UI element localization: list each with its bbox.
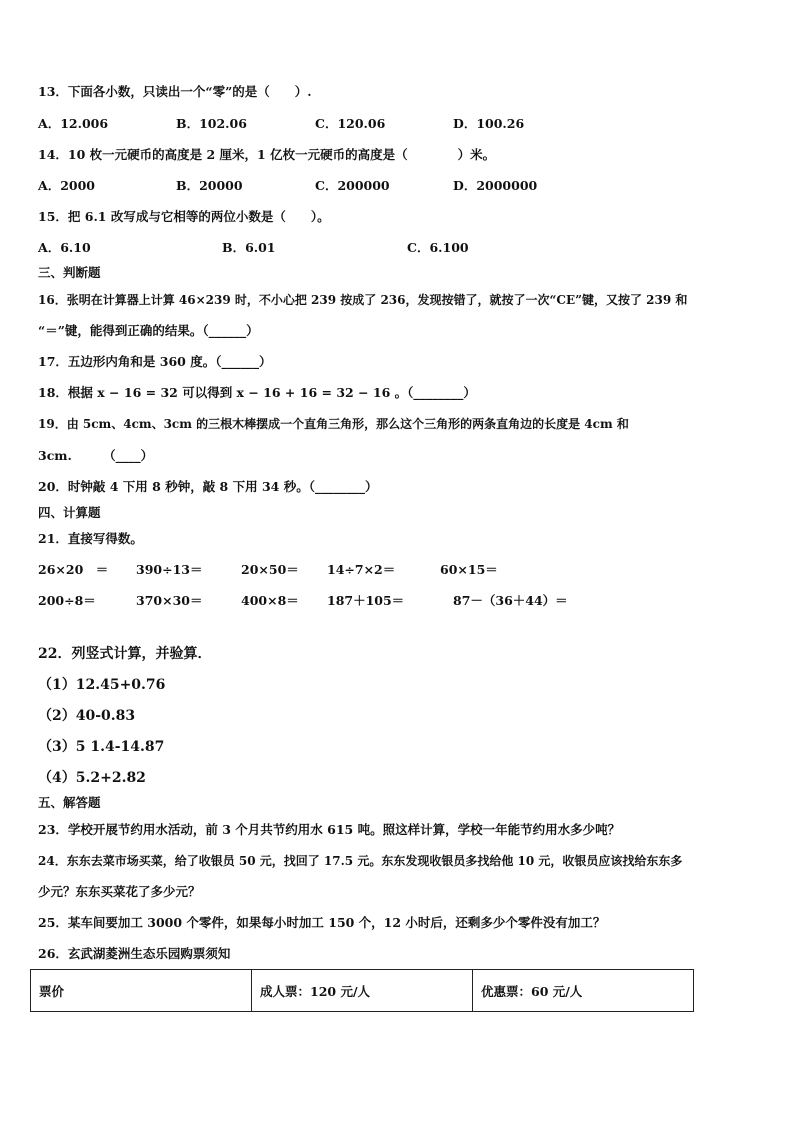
section-heading-judgement: 三、判断题 — [38, 265, 101, 280]
ticket-price-table — [30, 969, 694, 1012]
q14-option-a: A．2000 — [38, 178, 95, 193]
q23: 23．学校开展节约用水活动，前 3 个月共节约用水 615 吨。照这样计算，学校一年能节约用水多少吨？ — [38, 822, 621, 837]
q17: 17．五边形内角和是 360 度。（______） — [38, 354, 272, 369]
q22-item-4: （4）5.2+2.82 — [38, 770, 146, 786]
q25: 25．某车间要加工 3000 个零件，如果每小时加工 150 个，12 小时后，还剩多少个零件没有加工？ — [38, 915, 606, 930]
table-cell-price-label: 票价 — [31, 970, 252, 1012]
q21-r1-c1: 26×20 ＝ — [38, 562, 109, 577]
q13-stem: 13．下面各小数，只读出一个“零”的是（ ）. — [38, 84, 312, 99]
q15-option-a: A．6.10 — [38, 240, 91, 255]
q22-stem: 22．列竖式计算，并验算． — [38, 646, 212, 662]
q16-line2: “＝”键，能得到正确的结果。（______） — [38, 323, 259, 338]
q21-r1-c3: 20×50＝ — [241, 562, 299, 577]
q24-line1: 24．东东去菜市场买菜，给了收银员 50 元，找回了 17.5 元。东东发现收银员多找给他 10 元，收银员应该找给东东多 — [38, 854, 683, 868]
q22-item-2: （2）40-0.83 — [38, 708, 136, 724]
q14-option-d: D．2000000 — [453, 178, 538, 193]
q22-item-1: （1）12.45+0.76 — [38, 677, 166, 693]
q19-line1: 19．由 5cm、4cm、3cm 的三根木棒摆成一个直角三角形，那么这个三角形的两条直角边的长度是 4cm 和 — [38, 417, 629, 431]
q24-line2: 少元？东东买菜花了多少元？ — [38, 884, 201, 899]
q21-r1-c2: 390÷13＝ — [136, 562, 203, 577]
q26-stem: 26．玄武湖菱洲生态乐园购票须知 — [38, 946, 231, 961]
q21-r2-c4: 187＋105＝ — [327, 593, 405, 608]
q15-option-b: B．6.01 — [222, 240, 276, 255]
q18: 18．根据 x − 16 = 32 可以得到 x − 16 + 16 = 32 − 16 。（________） — [38, 385, 476, 400]
section-heading-word-problems: 五、解答题 — [38, 795, 101, 810]
q21-r2-c2: 370×30＝ — [136, 593, 203, 608]
table-cell-adult-ticket: 成人票：120 元/人 — [252, 970, 473, 1012]
q21-stem: 21．直接写得数。 — [38, 531, 143, 546]
q21-r1-c4: 14÷7×2＝ — [327, 562, 396, 577]
table-row — [31, 970, 694, 1012]
q14-option-b: B．20000 — [176, 178, 243, 193]
q14-stem: 14．10 枚一元硬币的高度是 2 厘米，1 亿枚一元硬币的高度是（ ）米。 — [38, 147, 496, 162]
q13-option-d: D．100.26 — [453, 116, 525, 131]
q13-option-c: C．120.06 — [315, 116, 386, 131]
q22-item-3: （3）5 1.4-14.87 — [38, 739, 165, 755]
q14-option-c: C．200000 — [315, 178, 390, 193]
q21-r2-c5: 87－（36＋44）＝ — [453, 593, 568, 608]
q15-option-c: C．6.100 — [407, 240, 469, 255]
q13-option-b: B．102.06 — [176, 116, 247, 131]
section-heading-calculation: 四、计算题 — [38, 505, 101, 520]
q19-line2: 3cm. （____） — [38, 448, 154, 463]
table-cell-discount-ticket: 优惠票：60 元/人 — [473, 970, 694, 1012]
q13-option-a: A．12.006 — [38, 116, 109, 131]
q15-stem: 15．把 6.1 改写成与它相等的两位小数是（ ）。 — [38, 209, 330, 224]
q21-r2-c1: 200÷8＝ — [38, 593, 96, 608]
q20: 20．时钟敲 4 下用 8 秒钟，敲 8 下用 34 秒。（________） — [38, 479, 378, 494]
q16-line1: 16．张明在计算器上计算 46×239 时，不小心把 239 按成了 236，发现按错了，就按了一次“CE”键，又按了 239 和 — [38, 293, 688, 307]
q21-r1-c5: 60×15＝ — [440, 562, 498, 577]
q21-r2-c3: 400×8＝ — [241, 593, 299, 608]
